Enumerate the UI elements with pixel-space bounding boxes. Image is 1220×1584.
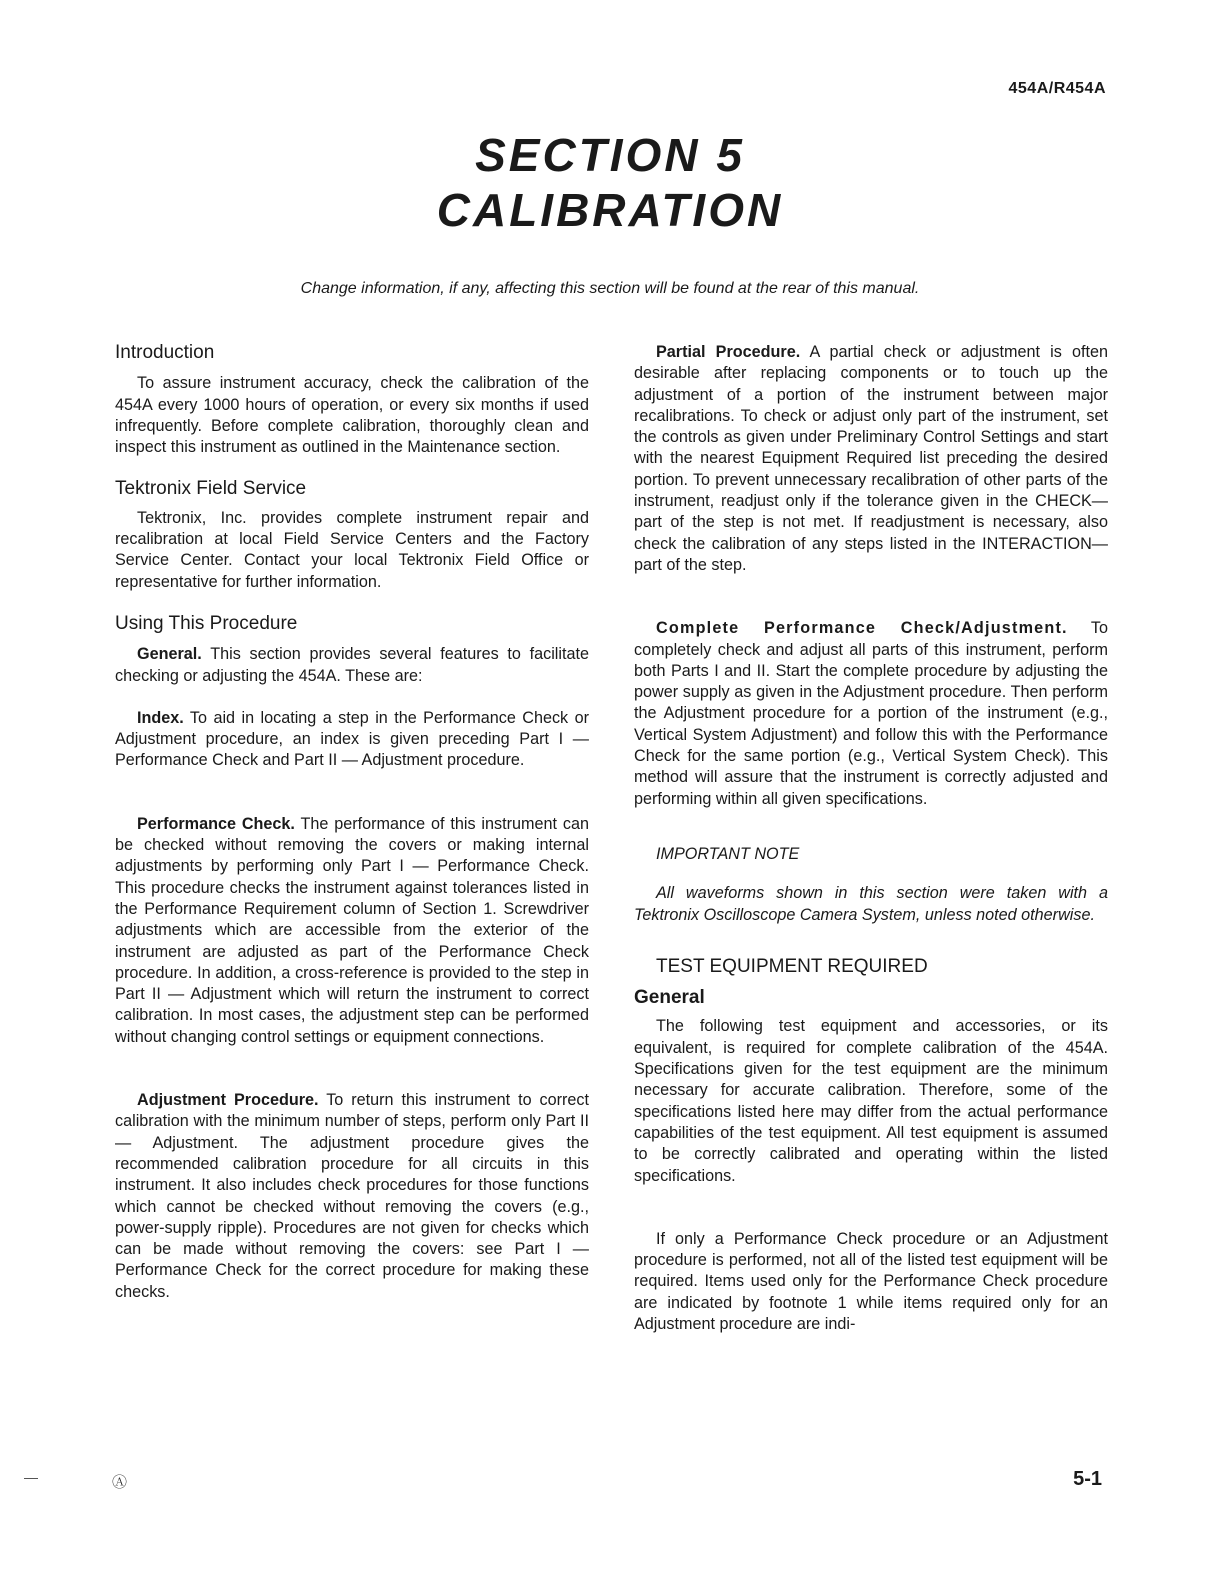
important-note-text: All waveforms shown in this section were taken with a Tektronix Oscilloscope Camera System, unless noted otherwise. bbox=[634, 884, 1108, 924]
revision-mark: Ⓐ bbox=[112, 1474, 128, 1491]
field-service-heading: Tektronix Field Service bbox=[115, 478, 307, 500]
performance-check-label: Performance Check. bbox=[137, 814, 295, 833]
field-service-text: Tektronix, Inc. provides complete instrument repair and recalibration at local Field Service Centers and the Factory Service Center. Contact your local Tektronix Field Office or representative for further information. bbox=[115, 508, 589, 591]
margin-mark bbox=[24, 1478, 38, 1479]
general-heading: General bbox=[634, 987, 705, 1009]
general-paragraph bbox=[115, 644, 589, 687]
general-text: This section provides several features to facilitate checking or adjusting the 454A. These are: bbox=[115, 645, 589, 685]
test-equipment-heading: TEST EQUIPMENT REQUIRED bbox=[656, 955, 928, 977]
left-column bbox=[115, 342, 589, 1303]
partial-procedure-text: A partial check or adjustment is often desirable after replacing components or to touch up the adjustment of a portion of the instrument between major recalibrations. To check or adjust only part of the instrument, set the controls as given under Preliminary Control Settings and start with the nearest Equipment Required list preceding the desired portion. To prevent unnecessary recalibration of other parts of the instrument, readjust only if the tolerance given in the CHECK— part of the step is not met. If readjustment is necessary, also check the calibration of any steps listed in the INTERACTION— part of the step. bbox=[634, 343, 1108, 574]
adjustment-procedure-text: To return this instrument to correct calibration with the minimum number of steps, perform only Part II — Adjustment. The adjustment procedure gives the recommended calibration procedure for all circuits in this instrument. It also includes check procedures for those functions which cannot be checked without removing the covers (e.g., power-supply ripple). Procedures are not given for checks which can be made without removing the covers: see Part I — Performance Check for the correct procedure for making these checks. bbox=[115, 1091, 589, 1301]
complete-check-text: To completely check and adjust all parts of this instrument, perform both Parts I and II. Start the complete procedure by adjusting the power supply as given in the Adjustment procedure. Then perform the Adjustment procedure for a portion of the instrument (e.g., Vertical System Adjustment) and follow this with the Performance Check for the same portion (e.g., Vertical System Check). This method will assure that the instrument is correctly adjusted and performing within all given specifications. bbox=[634, 619, 1108, 808]
important-note-title: IMPORTANT NOTE bbox=[656, 844, 800, 863]
right-column bbox=[634, 342, 1108, 1335]
index-paragraph bbox=[115, 708, 589, 772]
performance-check-paragraph bbox=[115, 814, 589, 1048]
partial-procedure-label: Partial Procedure. bbox=[656, 343, 801, 361]
adjustment-procedure-paragraph bbox=[115, 1090, 589, 1303]
partial-equipment-text: If only a Performance Check procedure or an Adjustment procedure is performed, not all of the listed test equipment will be required. Items used only for the Performance Check procedure are indicated by footnote 1 while items required only for an Adjustment procedure are indi- bbox=[634, 1229, 1108, 1333]
model-number: 454A/R454A bbox=[1008, 80, 1106, 97]
section-title: SECTION 5 bbox=[475, 129, 745, 181]
index-label: Index. bbox=[137, 708, 184, 727]
using-procedure-heading: Using This Procedure bbox=[115, 612, 298, 634]
section-subtitle: CALIBRATION bbox=[436, 184, 784, 236]
test-equipment-general-text: The following test equipment and accessories, or its equivalent, is required for complete calibration of the 454A. Specifications given for the test equipment are the minimum necessary for accurate calibration. Therefore, some of the specifications listed here may differ from the actual performance capabilities of the test equipment. All test equipment is assumed to be correctly calibrated and operating within the listed specifications. bbox=[634, 1017, 1108, 1185]
page-number: 5-1 bbox=[1073, 1468, 1102, 1490]
index-text: To aid in locating a step in the Performance Check or Adjustment procedure, an index is given preceding Part I — Performance Check and Part II — Adjustment procedure. bbox=[115, 708, 589, 770]
complete-check-label: Complete Performance Check/Adjustment. bbox=[656, 619, 1068, 638]
introduction-text: To assure instrument accuracy, check the calibration of the 454A every 1000 hours of operation, or every six months if used infrequently. Before complete calibration, thoroughly clean and inspect this instrument as outlined in the Maintenance section. bbox=[115, 374, 589, 457]
change-info: Change information, if any, affecting this section will be found at the rear of this manual. bbox=[300, 280, 920, 297]
performance-check-text: The performance of this instrument can be checked without removing the covers or making internal adjustments by performing only Part I — Performance Check. This procedure checks the instrument against tolerances listed in the Performance Requirement column of Section 1. Screwdriver adjustments which are accessible from the exterior of the instrument are adjusted as part of the Performance Check procedure. In addition, a cross-reference is provided to the step in Part II — Adjustment which will return the instrument to correct calibration. In most cases, the adjustment step can be performed without changing control settings or equipment connections. bbox=[115, 814, 589, 1046]
partial-procedure-paragraph bbox=[634, 342, 1108, 576]
complete-check-paragraph bbox=[634, 618, 1108, 810]
general-label: General. bbox=[137, 645, 202, 664]
adjustment-procedure-label: Adjustment Procedure. bbox=[137, 1091, 319, 1110]
introduction-heading: Introduction bbox=[115, 342, 215, 363]
